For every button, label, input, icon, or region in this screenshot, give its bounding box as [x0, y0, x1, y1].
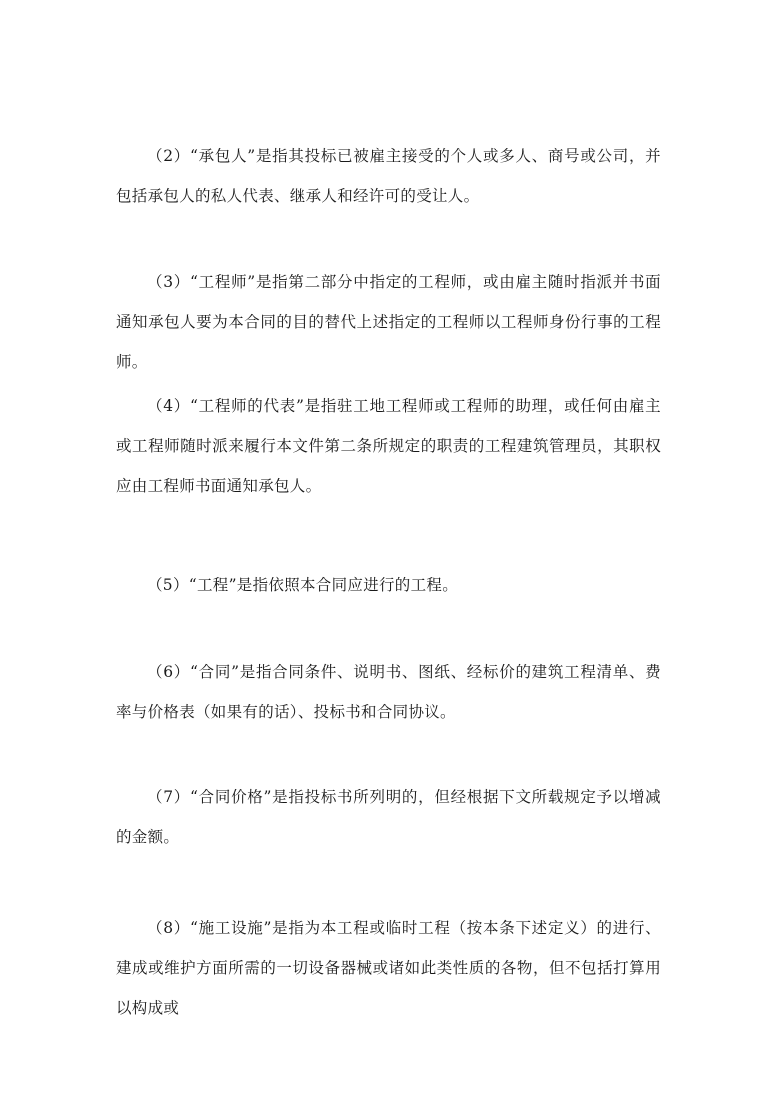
definition-engineer-representative: （4）“工程师的代表”是指驻工地工程师或工程师的助理，或任何由雇主或工程师随时派来履行本文件第二条所规定的职责的工程建筑管理员，其职权应由工程师书面通知承包人。	[116, 397, 661, 495]
definition-engineer: （3）“工程师”是指第二部分中指定的工程师，或由雇主随时指派并书面通知承包人要为本合同的目的替代上述指定的工程师以工程师身份行事的工程师。	[116, 273, 661, 371]
definition-contractor: （2）“承包人”是指其投标已被雇主接受的个人或多人、商号或公司，并包括承包人的私人代表、继承人和经许可的受让人。	[116, 147, 661, 205]
definition-contract: （6）“合同”是指合同条件、说明书、图纸、经标价的建筑工程清单、费率与价格表（如果有的话）、投标书和合同协议。	[116, 663, 661, 721]
definition-constructional-plant: （8）“施工设施”是指为本工程或临时工程（按本条下述定义）的进行、建成或维护方面所需的一切设备器械或诸如此类性质的各物，但不包括打算用以构成或	[116, 919, 661, 1017]
definition-works: （5）“工程”是指依照本合同应进行的工程。	[147, 576, 459, 594]
definition-contract-price: （7）“合同价格”是指投标书所列明的，但经根据下文所载规定予以增减的金额。	[116, 788, 661, 846]
